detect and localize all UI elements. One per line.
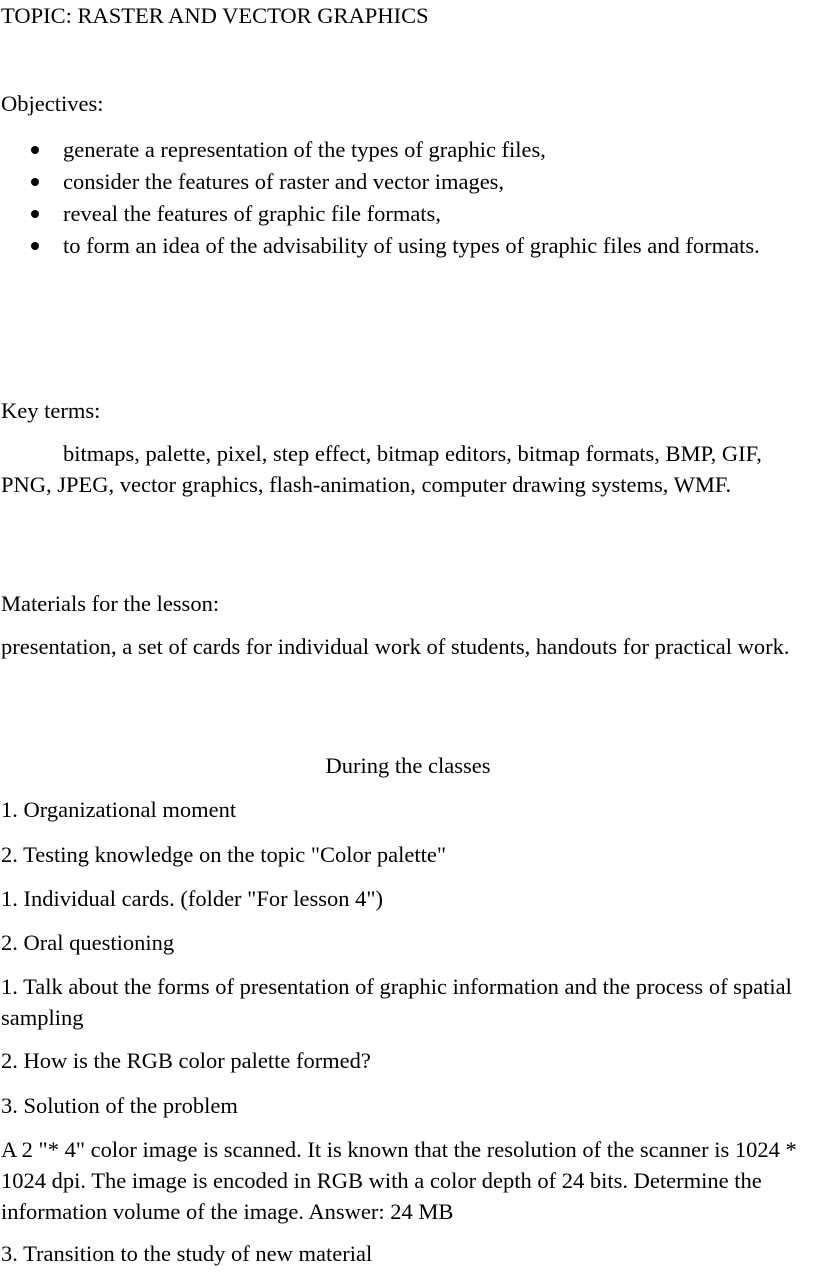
step-testing: 2. Testing knowledge on the topic "Color palette"	[1, 842, 447, 867]
objective-item	[0, 166, 780, 198]
key-terms-heading: Key terms:	[1, 398, 101, 423]
materials-text: presentation, a set of cards for individual work of students, handouts for practical work.	[1, 634, 790, 659]
objectives-heading: Objectives:	[1, 91, 104, 116]
page-title: TOPIC: RASTER AND VECTOR GRAPHICS	[1, 3, 429, 28]
objective-text: consider the features of raster and vector images,	[63, 169, 505, 194]
problem-text: A 2 "* 4" color image is scanned. It is known that the resolution of the scanner is 1024 * 1024 dpi. The image is encoded in RGB with a color depth of 24 bits. Determine the information volume of the image. Answer: 24 MB	[1, 1137, 797, 1224]
classes-heading: During the classes	[325, 753, 491, 778]
question-forms: 1. Talk about the forms of presentation of graphic information and the process of spatial sampling	[1, 974, 792, 1030]
objective-item	[0, 198, 780, 230]
objective-item	[0, 134, 780, 166]
materials-heading: Materials for the lesson:	[1, 591, 220, 616]
objective-text: generate a representation of the types of graphic files,	[63, 137, 546, 162]
bullet-icon	[31, 210, 39, 218]
objectives-list	[0, 134, 780, 262]
step-transition: 3. Transition to the study of new material	[1, 1241, 373, 1266]
key-terms-text: bitmaps, palette, pixel, step effect, bitmap editors, bitmap formats, BMP, GIF, PNG, JPEG, vector graphics, flash-animation, computer drawing systems, WMF.	[1, 441, 762, 497]
sub-individual-cards: 1. Individual cards. (folder "For lesson 4")	[1, 886, 384, 911]
question-problem: 3. Solution of the problem	[1, 1093, 238, 1118]
question-rgb: 2. How is the RGB color palette formed?	[1, 1048, 371, 1073]
bullet-icon	[31, 178, 39, 186]
objective-text: to form an idea of the advisability of using types of graphic files and formats.	[63, 233, 760, 258]
bullet-icon	[31, 146, 39, 154]
step-organizational: 1. Organizational moment	[1, 797, 237, 822]
objective-text: reveal the features of graphic file formats,	[63, 201, 441, 226]
sub-oral-questioning: 2. Oral questioning	[1, 930, 175, 955]
bullet-icon	[31, 242, 39, 250]
objective-item	[0, 230, 780, 262]
